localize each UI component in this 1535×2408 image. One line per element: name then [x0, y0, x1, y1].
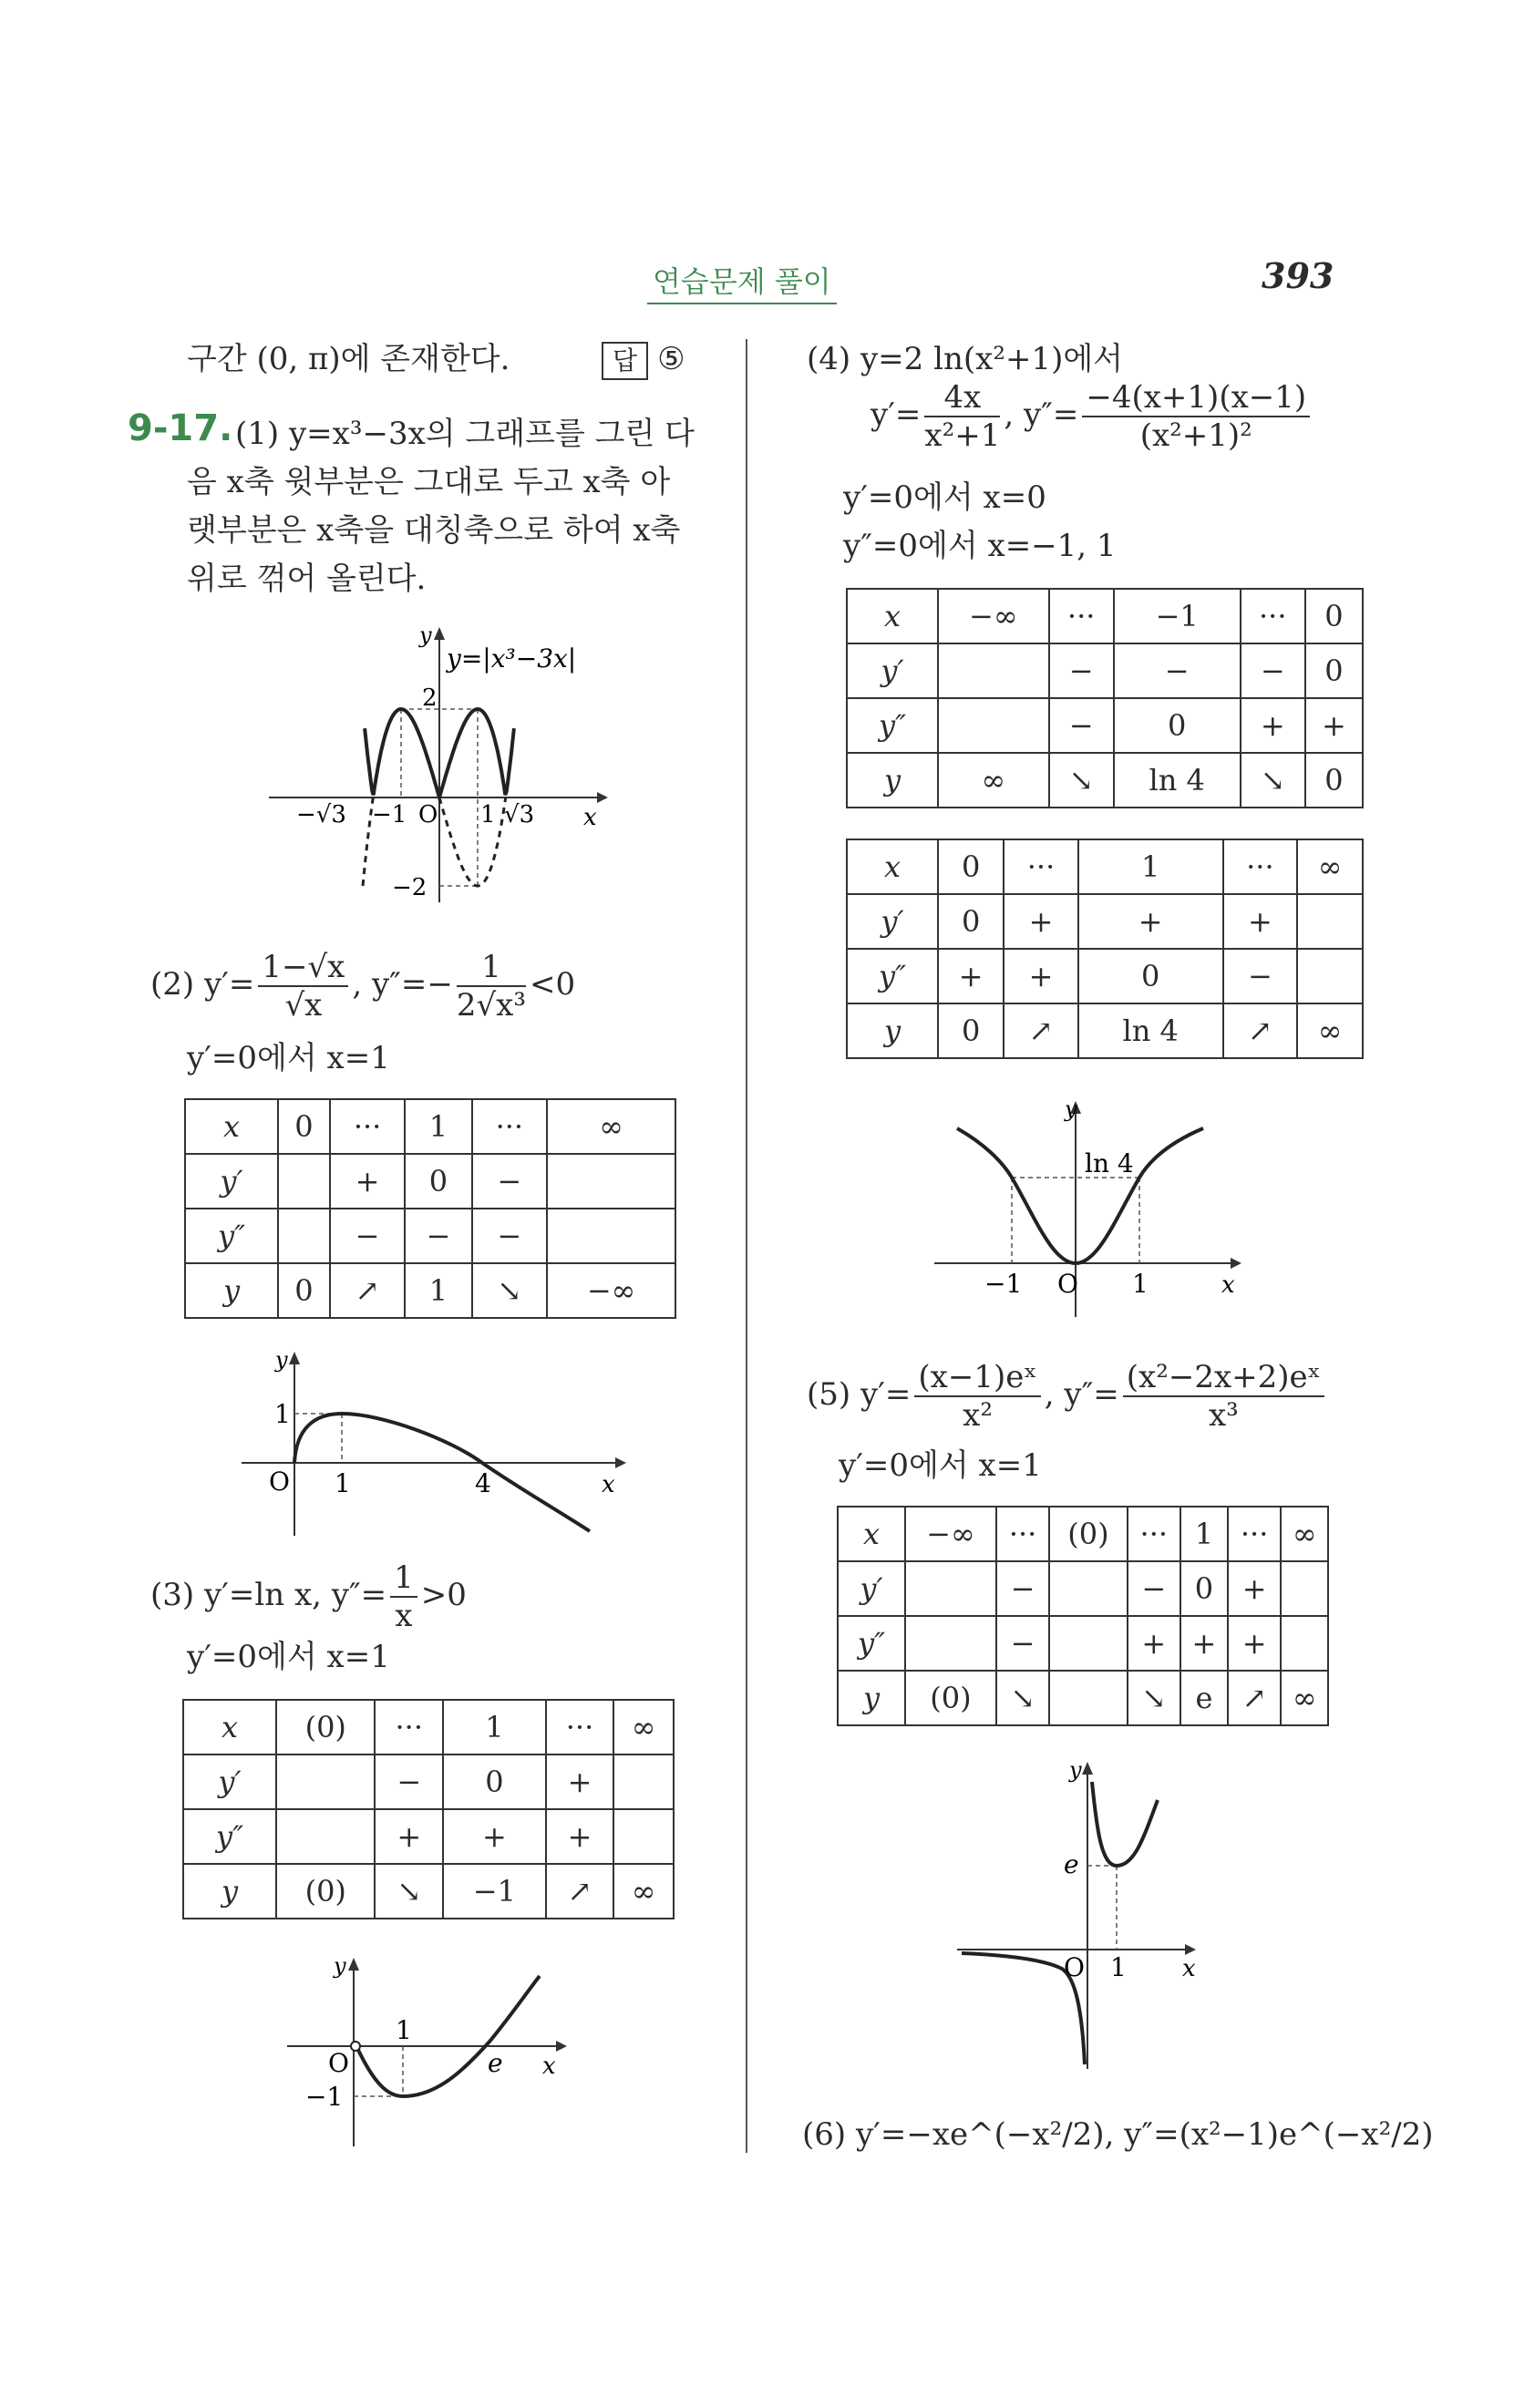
- table-cell: 1: [405, 1099, 471, 1154]
- table-cell: ···: [1128, 1507, 1181, 1561]
- p2-prefix: (2) y′=: [150, 966, 255, 1003]
- table-cell: ↘: [375, 1864, 443, 1919]
- x-axis-arrow: [1231, 1258, 1241, 1269]
- p1-line-4: 위로 꺾어 올린다.: [187, 561, 427, 597]
- p2-frac2-num: 1: [457, 949, 526, 987]
- table-cell: +: [546, 1809, 614, 1864]
- table-row: [838, 1671, 1328, 1725]
- p4-yp-den: x²+1: [924, 417, 1001, 454]
- p4-sol2: y″=0에서 x=−1, 1: [843, 528, 1117, 564]
- table-cell: (0): [276, 1700, 375, 1755]
- table-cell: ln 4: [1114, 753, 1241, 808]
- p5-prefix: (5) y′=: [807, 1376, 912, 1413]
- p5-yp-frac: [914, 1359, 1040, 1434]
- table-cell: [1281, 1616, 1328, 1671]
- row-header: y: [183, 1864, 276, 1919]
- table-cell: −: [472, 1209, 548, 1263]
- p1-line-3: 랫부분은 x축을 대칭축으로 하여 x축: [187, 512, 681, 549]
- open-point: [351, 2042, 360, 2051]
- table-cell: +: [1241, 698, 1305, 753]
- table-row: [185, 1154, 675, 1209]
- row-header: x: [847, 839, 938, 894]
- p3-frac-num: 1: [390, 1559, 417, 1598]
- table-cell: ↘: [1049, 753, 1114, 808]
- tick-neg-sqrt3: −√3: [296, 801, 346, 828]
- table-cell: [1049, 1671, 1127, 1725]
- table-cell: ↗: [330, 1263, 406, 1318]
- table-cell: ···: [330, 1099, 406, 1154]
- y-axis-arrow: [1082, 1762, 1093, 1775]
- table-row: [185, 1099, 675, 1154]
- level-ln4: ln 4: [1085, 1148, 1134, 1178]
- table-cell: +: [443, 1809, 546, 1864]
- tick-sqrt3: √3: [504, 801, 535, 828]
- table-cell: 0: [938, 894, 1004, 949]
- table-cell: ···: [1223, 839, 1298, 894]
- table-cell: +: [1004, 949, 1078, 1003]
- table-row: [847, 589, 1363, 643]
- table-cell: 1: [1078, 839, 1223, 894]
- table-cell: [613, 1809, 674, 1864]
- table-row: [847, 643, 1363, 698]
- tick-neg1: −1: [372, 801, 407, 828]
- table-cell: +: [1228, 1616, 1282, 1671]
- table-row: [838, 1507, 1328, 1561]
- table-row: [185, 1209, 675, 1263]
- table-cell: 0: [405, 1154, 471, 1209]
- table-cell: [905, 1616, 996, 1671]
- row-header: x: [185, 1099, 278, 1154]
- table-cell: ↘: [1241, 753, 1305, 808]
- table-cell: [276, 1809, 375, 1864]
- tick-origin: O: [418, 801, 438, 828]
- row-header: y″: [847, 949, 938, 1003]
- table-cell: 0: [938, 839, 1004, 894]
- x-axis-arrow: [1185, 1944, 1196, 1955]
- graph-abs-cubic: [260, 620, 624, 911]
- table-cell: ↗: [546, 1864, 614, 1919]
- curve: [357, 1976, 540, 2096]
- table-cell: ···: [996, 1507, 1050, 1561]
- table-cell: ···: [1004, 839, 1078, 894]
- table-cell: −1: [1114, 589, 1241, 643]
- p3-frac-den: x: [395, 1598, 413, 1634]
- table-cell: +: [546, 1755, 614, 1809]
- p2-line: [150, 948, 575, 1024]
- table-cell: ···: [1049, 589, 1114, 643]
- table-cell: ∞: [1281, 1671, 1328, 1725]
- p5-line: [807, 1358, 1328, 1434]
- table-cell: 0: [1305, 753, 1363, 808]
- table-row: [847, 1003, 1363, 1058]
- row-header: y″: [847, 698, 938, 753]
- table-cell: [938, 643, 1049, 698]
- x-label: x: [542, 2053, 556, 2080]
- tick-neg1: −1: [984, 1269, 1023, 1299]
- table-row: [847, 753, 1363, 808]
- p4-ypp-frac: [1082, 379, 1310, 454]
- table-cell: −: [472, 1154, 548, 1209]
- table-cell: 0: [1078, 949, 1223, 1003]
- table-cell: +: [330, 1154, 406, 1209]
- table-cell: 0: [278, 1263, 330, 1318]
- row-header: y′: [847, 643, 938, 698]
- table-cell: ↘: [472, 1263, 548, 1318]
- section-title: 연습문제 풀이: [647, 259, 837, 304]
- table-cell: +: [1180, 1616, 1228, 1671]
- table-cell: +: [1228, 1561, 1282, 1616]
- p2-frac1-den: √x: [284, 987, 323, 1024]
- y-label: y: [419, 623, 432, 648]
- table-cell: +: [1223, 894, 1298, 949]
- tick-1: 1: [1132, 1269, 1149, 1299]
- table-cell: [278, 1154, 330, 1209]
- table-row: [838, 1561, 1328, 1616]
- tick-1: 1: [335, 1468, 351, 1498]
- p5-ypp-frac: [1123, 1359, 1324, 1434]
- table-cell: −: [1223, 949, 1298, 1003]
- table-cell: ···: [1241, 589, 1305, 643]
- tick-1: 1: [1110, 1952, 1127, 1982]
- p4-yp-frac: [924, 379, 1000, 454]
- table-3: [182, 1699, 675, 1919]
- table-cell: 0: [1305, 589, 1363, 643]
- table-cell: ···: [472, 1099, 548, 1154]
- table-4b: [846, 839, 1364, 1059]
- p5-yp-num: (x−1)eˣ: [914, 1359, 1040, 1397]
- table-cell: [1281, 1561, 1328, 1616]
- table-cell: [1049, 1561, 1127, 1616]
- table-cell: (0): [905, 1671, 996, 1725]
- row-header: x: [838, 1507, 905, 1561]
- table-cell: [905, 1561, 996, 1616]
- table-cell: [1297, 949, 1363, 1003]
- graph-4: [930, 1094, 1276, 1322]
- page-number: 393: [1262, 255, 1334, 296]
- table-cell: −: [405, 1209, 471, 1263]
- y-bottom-label: −2: [392, 874, 428, 901]
- row-header: y: [838, 1671, 905, 1725]
- table-cell: (0): [1049, 1507, 1127, 1561]
- row-header: y: [847, 753, 938, 808]
- row-header: x: [847, 589, 938, 643]
- table-cell: (0): [276, 1864, 375, 1919]
- column-divider: [746, 339, 747, 2153]
- p4-line: (4) y=2 ln(x²+1)에서: [807, 341, 1124, 377]
- table-cell: −1: [443, 1864, 546, 1919]
- x-label: x: [583, 804, 597, 831]
- table-row: [847, 894, 1363, 949]
- table-cell: [547, 1154, 675, 1209]
- table-cell: −: [375, 1755, 443, 1809]
- table-cell: [613, 1755, 674, 1809]
- table-cell: −: [1049, 643, 1114, 698]
- p5-solution: y′=0에서 x=1: [839, 1447, 1042, 1484]
- table-cell: −: [1114, 643, 1241, 698]
- p4-yp-num: 4x: [924, 379, 1000, 417]
- origin: O: [328, 2048, 349, 2078]
- table-cell: [547, 1209, 675, 1263]
- table-cell: 0: [278, 1099, 330, 1154]
- p4-ypp-num: −4(x+1)(x−1): [1082, 379, 1310, 417]
- p2-mid: , y″=−: [352, 966, 453, 1003]
- row-header: x: [183, 1700, 276, 1755]
- x-label: x: [602, 1471, 615, 1498]
- table-cell: ∞: [1297, 839, 1363, 894]
- table-cell: ↗: [1223, 1003, 1298, 1058]
- x-axis-arrow: [615, 1457, 626, 1468]
- table-row: [847, 839, 1363, 894]
- p3-frac: [390, 1559, 417, 1634]
- problem-number: 9-17.: [128, 407, 233, 449]
- table-cell: [1049, 1616, 1127, 1671]
- origin: O: [1057, 1269, 1078, 1299]
- answer: [602, 335, 685, 384]
- p4-derivs: [871, 378, 1314, 454]
- table-2: [184, 1098, 676, 1319]
- y-label: y: [334, 1953, 346, 1979]
- y-label: y: [1069, 1757, 1082, 1783]
- y-label: y: [275, 1347, 288, 1373]
- table-cell: −: [1128, 1561, 1181, 1616]
- table-cell: e: [1180, 1671, 1228, 1725]
- p3-solution: y′=0에서 x=1: [187, 1639, 390, 1675]
- table-cell: −∞: [905, 1507, 996, 1561]
- p2-frac1-num: 1−√x: [258, 949, 348, 987]
- table-cell: [278, 1209, 330, 1263]
- x-axis-arrow: [597, 792, 608, 803]
- table-cell: [276, 1755, 375, 1809]
- p3-line: [150, 1559, 467, 1634]
- table-cell: [938, 698, 1049, 753]
- table-cell: ∞: [938, 753, 1049, 808]
- y-min: −1: [305, 2082, 344, 2112]
- row-header: y″: [838, 1616, 905, 1671]
- table-cell: ∞: [613, 1700, 674, 1755]
- p2-frac1: [258, 949, 348, 1024]
- table-cell: 0: [443, 1755, 546, 1809]
- table-4a: [846, 588, 1364, 808]
- p4-ypp-prefix: , y″=: [1004, 396, 1079, 433]
- tick-e: e: [488, 2048, 503, 2078]
- table-cell: ↗: [1004, 1003, 1078, 1058]
- p5-ypp-den: x³: [1209, 1397, 1239, 1434]
- p6-line: (6) y′=−xe^(−x²/2), y″=(x²−1)e^(−x²/2): [802, 2116, 1434, 2153]
- curve-label: y=|x³−3x|: [447, 643, 577, 674]
- p2-frac2-den: 2√x³: [456, 987, 526, 1024]
- p5-ypp-prefix: , y″=: [1044, 1376, 1119, 1413]
- table-cell: −: [1241, 643, 1305, 698]
- table-cell: +: [938, 949, 1004, 1003]
- row-header: y′: [185, 1154, 278, 1209]
- table-cell: ↘: [1128, 1671, 1181, 1725]
- table-cell: +: [375, 1809, 443, 1864]
- row-header: y: [185, 1263, 278, 1318]
- table-cell: −: [330, 1209, 406, 1263]
- p3-prefix: (3) y′=ln x, y″=: [150, 1577, 387, 1613]
- table-cell: −∞: [938, 589, 1049, 643]
- table-cell: ↘: [996, 1671, 1050, 1725]
- y-label: y: [1065, 1096, 1077, 1122]
- table-row: [183, 1864, 674, 1919]
- table-5: [837, 1506, 1329, 1726]
- answer-value: ⑤: [657, 341, 685, 377]
- x-label: x: [1221, 1271, 1235, 1299]
- table-cell: 1: [443, 1700, 546, 1755]
- y-axis-arrow: [289, 1352, 300, 1364]
- table-cell: 0: [1180, 1561, 1228, 1616]
- tick-1: 1: [396, 2015, 412, 2045]
- table-cell: ↗: [1228, 1671, 1282, 1725]
- p2-solution: y′=0에서 x=1: [187, 1040, 390, 1076]
- table-cell: −: [996, 1561, 1050, 1616]
- curve-right: [1092, 1782, 1158, 1866]
- table-cell: −: [996, 1616, 1050, 1671]
- row-header: y″: [185, 1209, 278, 1263]
- table-cell: +: [1128, 1616, 1181, 1671]
- table-cell: 1: [1180, 1507, 1228, 1561]
- table-cell: ∞: [613, 1864, 674, 1919]
- table-cell: 0: [1114, 698, 1241, 753]
- table-row: [185, 1263, 675, 1318]
- table-cell: [1297, 894, 1363, 949]
- graph-5: [953, 1755, 1226, 2074]
- table-row: [183, 1700, 674, 1755]
- p1-line-1: (1) y=x³−3x의 그래프를 그린 다: [235, 416, 695, 452]
- graph-2: [232, 1344, 634, 1545]
- table-cell: ···: [375, 1700, 443, 1755]
- table-cell: ···: [546, 1700, 614, 1755]
- table-row: [847, 949, 1363, 1003]
- p5-ypp-num: (x²−2x+2)eˣ: [1123, 1359, 1324, 1397]
- answer-label: 답: [602, 342, 648, 380]
- table-cell: +: [1305, 698, 1363, 753]
- p1-line-2: 음 x축 윗부분은 그대로 두고 x축 아: [187, 464, 671, 500]
- row-header: y″: [183, 1809, 276, 1864]
- table-cell: ···: [1228, 1507, 1282, 1561]
- x-label: x: [1182, 1955, 1196, 1982]
- table-cell: +: [1078, 894, 1223, 949]
- origin: O: [269, 1466, 290, 1497]
- tick-1: 1: [480, 801, 496, 828]
- p3-suffix: >0: [420, 1577, 467, 1613]
- curve: [957, 1128, 1203, 1263]
- table-cell: 1: [405, 1263, 471, 1318]
- y-max: 1: [274, 1399, 291, 1429]
- intro-line: 구간 (0, π)에 존재한다.: [187, 341, 510, 377]
- table-row: [183, 1755, 674, 1809]
- table-cell: ∞: [1297, 1003, 1363, 1058]
- row-header: y′: [183, 1755, 276, 1809]
- y-axis-arrow: [434, 627, 445, 640]
- p2-frac2: [457, 949, 526, 1024]
- p4-ypp-den: (x²+1)²: [1139, 417, 1252, 454]
- p2-suffix: <0: [529, 966, 576, 1003]
- table-cell: ∞: [1281, 1507, 1328, 1561]
- table-cell: −: [1049, 698, 1114, 753]
- y-top-label: 2: [422, 684, 438, 712]
- row-header: y′: [838, 1561, 905, 1616]
- table-cell: 0: [938, 1003, 1004, 1058]
- p4-yp-prefix: y′=: [871, 396, 922, 433]
- y-axis-arrow: [348, 1958, 359, 1971]
- table-cell: 0: [1305, 643, 1363, 698]
- level-e: e: [1064, 1849, 1079, 1879]
- row-header: y: [847, 1003, 938, 1058]
- x-axis-arrow: [556, 2041, 567, 2052]
- table-row: [847, 698, 1363, 753]
- table-cell: ln 4: [1078, 1003, 1223, 1058]
- origin: O: [1064, 1952, 1085, 1982]
- table-cell: −∞: [547, 1263, 675, 1318]
- row-header: y′: [847, 894, 938, 949]
- table-cell: +: [1004, 894, 1078, 949]
- p4-sol1: y′=0에서 x=0: [843, 479, 1046, 516]
- table-row: [183, 1809, 674, 1864]
- table-row: [838, 1616, 1328, 1671]
- tick-4: 4: [475, 1468, 491, 1498]
- p5-yp-den: x²: [963, 1397, 993, 1434]
- table-cell: ∞: [547, 1099, 675, 1154]
- graph-3: [283, 1950, 574, 2151]
